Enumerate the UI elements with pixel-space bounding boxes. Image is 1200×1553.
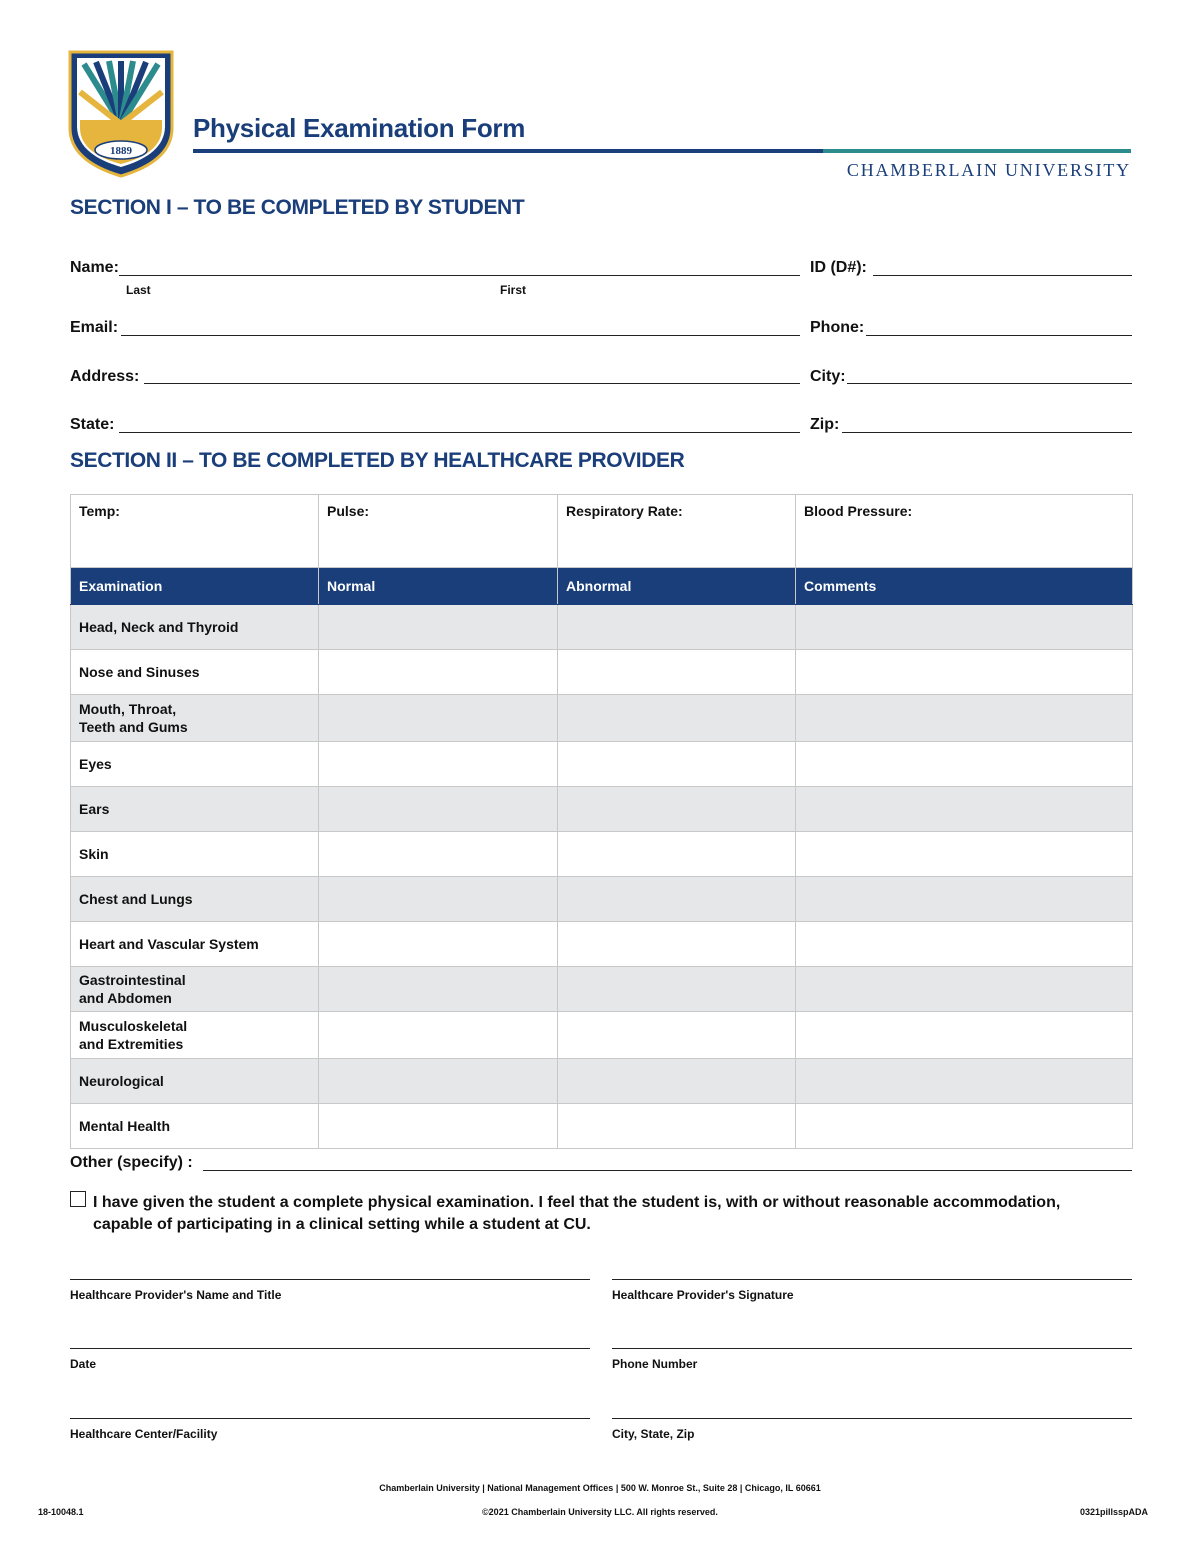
exam-row bbox=[71, 1104, 1133, 1149]
crest-year: 1889 bbox=[110, 145, 132, 157]
exam-row bbox=[71, 695, 1133, 742]
exam-row-label: Heart and Vascular System bbox=[71, 922, 319, 967]
exam-row bbox=[71, 922, 1133, 967]
university-wordmark: CHAMBERLAIN UNIVERSITY bbox=[846, 160, 1131, 180]
exam-row bbox=[71, 742, 1133, 787]
comments-cell[interactable] bbox=[796, 695, 1133, 742]
comments-cell[interactable] bbox=[796, 650, 1133, 695]
title-rule bbox=[193, 149, 823, 153]
exam-row bbox=[71, 967, 1133, 1012]
provider-signature-label: Healthcare Provider's Signature bbox=[612, 1288, 794, 1302]
date-line[interactable] bbox=[70, 1348, 590, 1349]
vital-temp[interactable]: Temp: bbox=[71, 495, 319, 568]
zip-field[interactable] bbox=[842, 432, 1132, 433]
facility-label: Healthcare Center/Facility bbox=[70, 1427, 218, 1441]
city-state-zip-line[interactable] bbox=[612, 1418, 1132, 1419]
exam-row bbox=[71, 787, 1133, 832]
abnormal-cell[interactable] bbox=[558, 1059, 796, 1104]
university-crest-logo bbox=[68, 50, 174, 178]
phone-number-label: Phone Number bbox=[612, 1357, 698, 1371]
phone-label: Phone: bbox=[810, 319, 865, 336]
comments-cell[interactable] bbox=[796, 787, 1133, 832]
abnormal-cell[interactable] bbox=[558, 1104, 796, 1149]
table-header-row bbox=[71, 568, 1133, 605]
abnormal-cell[interactable] bbox=[558, 650, 796, 695]
abnormal-cell[interactable] bbox=[558, 877, 796, 922]
provider-signature-line[interactable] bbox=[612, 1279, 1132, 1280]
facility-line[interactable] bbox=[70, 1418, 590, 1419]
normal-cell[interactable] bbox=[319, 1012, 558, 1059]
form-title: Physical Examination Form bbox=[193, 113, 526, 143]
abnormal-cell[interactable] bbox=[558, 742, 796, 787]
comments-cell[interactable] bbox=[796, 1104, 1133, 1149]
exam-row-label: Mental Health bbox=[71, 1104, 319, 1149]
footer-copyright: ©2021 Chamberlain University LLC. All rights reserved. bbox=[482, 1507, 718, 1517]
other-field[interactable] bbox=[203, 1170, 1132, 1171]
id-label: ID (D#): bbox=[810, 259, 867, 276]
comments-cell[interactable] bbox=[796, 605, 1133, 650]
exam-row-label: Neurological bbox=[71, 1059, 319, 1104]
abnormal-cell[interactable] bbox=[558, 695, 796, 742]
exam-row-label: Ears bbox=[71, 787, 319, 832]
exam-row bbox=[71, 650, 1133, 695]
exam-row-label: Musculoskeletal and Extremities bbox=[71, 1012, 319, 1059]
provider-name-label: Healthcare Provider's Name and Title bbox=[70, 1288, 282, 1302]
exam-table bbox=[70, 494, 1133, 1149]
exam-row-label: Nose and Sinuses bbox=[71, 650, 319, 695]
email-label: Email: bbox=[70, 319, 119, 336]
col-examination: Examination bbox=[71, 568, 319, 605]
normal-cell[interactable] bbox=[319, 1104, 558, 1149]
col-normal: Normal bbox=[319, 568, 558, 605]
provider-name-line[interactable] bbox=[70, 1279, 590, 1280]
state-label: State: bbox=[70, 416, 115, 433]
vitals-row bbox=[71, 495, 1133, 568]
exam-row bbox=[71, 605, 1133, 650]
normal-cell[interactable] bbox=[319, 832, 558, 877]
exam-row bbox=[71, 1059, 1133, 1104]
vital-pulse[interactable]: Pulse: bbox=[319, 495, 558, 568]
vital-blood-pressure[interactable]: Blood Pressure: bbox=[796, 495, 1133, 568]
exam-row-label: Chest and Lungs bbox=[71, 877, 319, 922]
abnormal-cell[interactable] bbox=[558, 832, 796, 877]
abnormal-cell[interactable] bbox=[558, 922, 796, 967]
id-field[interactable] bbox=[873, 275, 1132, 276]
comments-cell[interactable] bbox=[796, 742, 1133, 787]
city-state-zip-label: City, State, Zip bbox=[612, 1427, 695, 1441]
exam-row bbox=[71, 1012, 1133, 1059]
abnormal-cell[interactable] bbox=[558, 787, 796, 832]
phone-field[interactable] bbox=[866, 335, 1132, 336]
section2-heading: SECTION II – TO BE COMPLETED BY HEALTHCARE PROVIDER bbox=[70, 449, 685, 472]
abnormal-cell[interactable] bbox=[558, 1012, 796, 1059]
name-sub-first: First bbox=[500, 283, 527, 297]
footer-address: Chamberlain University | National Management Offices | 500 W. Monroe St., Suite 28 | Chicago, IL 60661 bbox=[379, 1483, 821, 1493]
normal-cell[interactable] bbox=[319, 922, 558, 967]
comments-cell[interactable] bbox=[796, 922, 1133, 967]
city-field[interactable] bbox=[847, 383, 1132, 384]
name-label: Name: bbox=[70, 259, 119, 276]
normal-cell[interactable] bbox=[319, 1059, 558, 1104]
email-field[interactable] bbox=[121, 335, 800, 336]
normal-cell[interactable] bbox=[319, 967, 558, 1012]
normal-cell[interactable] bbox=[319, 695, 558, 742]
normal-cell[interactable] bbox=[319, 877, 558, 922]
other-label: Other (specify) : bbox=[70, 1154, 193, 1171]
comments-cell[interactable] bbox=[796, 877, 1133, 922]
attestation-text: I have given the student a complete physical examination. I feel that the student is, with or without reasonable accommodation, capable of participating in a clinical setting while a student at CU. bbox=[93, 1194, 1061, 1233]
vital-respiratory-rate[interactable]: Respiratory Rate: bbox=[558, 495, 796, 568]
exam-row-label: Gastrointestinal and Abdomen bbox=[71, 967, 319, 1012]
col-abnormal: Abnormal bbox=[558, 568, 796, 605]
exam-row-label: Eyes bbox=[71, 742, 319, 787]
date-label: Date bbox=[70, 1357, 97, 1371]
comments-cell[interactable] bbox=[796, 1059, 1133, 1104]
exam-row-label: Head, Neck and Thyroid bbox=[71, 605, 319, 650]
name-sub-last: Last bbox=[126, 283, 151, 297]
state-field[interactable] bbox=[119, 432, 800, 433]
exam-row-label: Skin bbox=[71, 832, 319, 877]
comments-cell[interactable] bbox=[796, 967, 1133, 1012]
name-field[interactable] bbox=[119, 275, 800, 276]
comments-cell[interactable] bbox=[796, 1012, 1133, 1059]
comments-cell[interactable] bbox=[796, 832, 1133, 877]
exam-row-label: Mouth, Throat, Teeth and Gums bbox=[71, 695, 319, 742]
normal-cell[interactable] bbox=[319, 742, 558, 787]
abnormal-cell[interactable] bbox=[558, 605, 796, 650]
title-rule-accent bbox=[823, 149, 1131, 153]
city-label: City: bbox=[810, 368, 846, 385]
exam-row bbox=[71, 832, 1133, 877]
phone-number-line[interactable] bbox=[612, 1348, 1132, 1349]
normal-cell[interactable] bbox=[319, 605, 558, 650]
normal-cell[interactable] bbox=[319, 787, 558, 832]
section1-heading: SECTION I – TO BE COMPLETED BY STUDENT bbox=[70, 196, 525, 219]
zip-label: Zip: bbox=[810, 416, 840, 433]
footer-form-code-left: 18-10048.1 bbox=[38, 1507, 84, 1517]
footer-form-code-right: 0321pillsspADA bbox=[1079, 1507, 1148, 1517]
address-label: Address: bbox=[70, 368, 140, 385]
address-field[interactable] bbox=[144, 383, 800, 384]
normal-cell[interactable] bbox=[319, 650, 558, 695]
exam-row bbox=[71, 877, 1133, 922]
abnormal-cell[interactable] bbox=[558, 967, 796, 1012]
attestation-checkbox[interactable] bbox=[70, 1191, 86, 1207]
col-comments: Comments bbox=[796, 568, 1133, 605]
